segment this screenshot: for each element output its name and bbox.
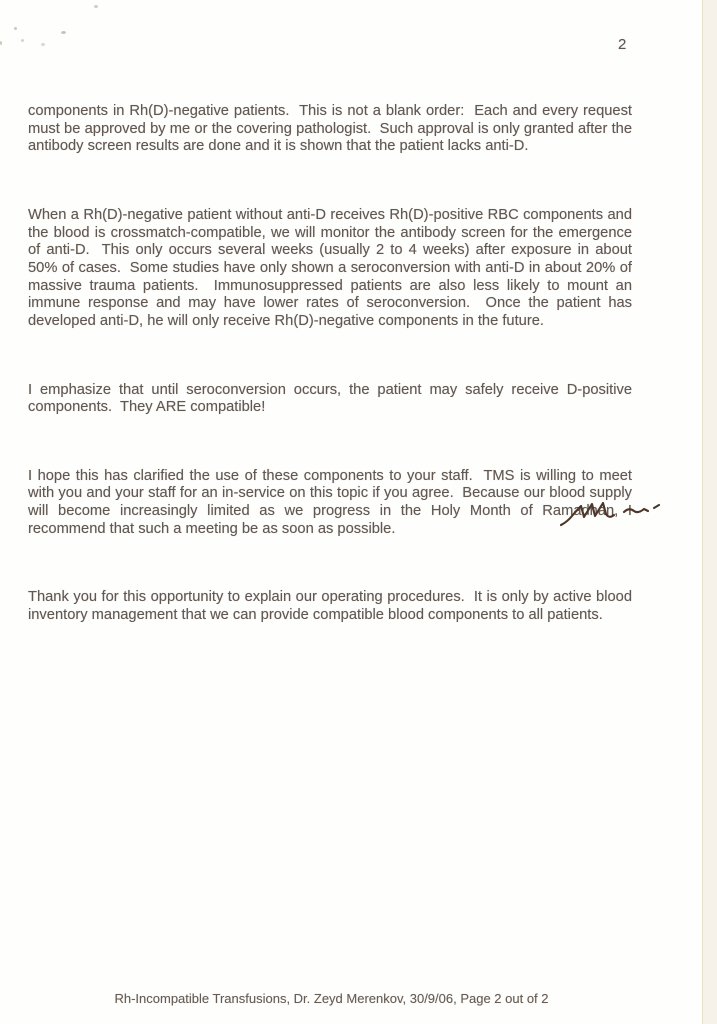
paragraph-compatibility-emphasis: I emphasize that until seroconversion occurs, the patient may safely receive D-positive components. They ARE compatible!	[28, 381, 637, 416]
scan-speck	[94, 5, 98, 8]
letter-body	[28, 68, 637, 676]
paragraph-seroconversion-monitoring: When a Rh(D)-negative patient without anti-D receives Rh(D)-positive RBC components and the blood is crossmatch-compatible, we will monitor the antibody screen for the emergence of anti-D. This only occurs several weeks (usually 2 to 4 weeks) after exposure in about 50% of cases. Some studies have only shown a seroconversion with anti-D in about 20% of massive trauma patients. Immunosuppressed patients are also less likely to mount an immune response and may have lower rates of seroconversion. Once the patient has developed anti-D, he will only receive Rh(D)-negative components in the future.	[28, 207, 637, 329]
scan-speck	[0, 41, 2, 45]
page-number: 2	[618, 36, 627, 53]
paragraph-inservice-offer: I hope this has clarified the use of these components to your staff. TMS is willing to meet with you and your staff for an in-service on this topic if you agree. Because our blood supply will become increasingly limited as we progress in the Holy Month of Ramadhan, I recommend that such a meeting be as soon as possible.	[28, 467, 637, 537]
paragraph-approval-policy: components in Rh(D)-negative patients. This is not a blank order: Each and every request must be approved by me or the covering pathologist. Such approval is only granted after the antibody screen results are done and it is shown that the patient lacks anti-D.	[28, 103, 637, 155]
scan-right-edge-line	[702, 0, 703, 1024]
scan-right-edge-strip	[703, 0, 717, 1024]
footer-citation: Rh-Incompatible Transfusions, Dr. Zeyd Merenkov, 30/9/06, Page 2 out of 2	[114, 991, 549, 1006]
scan-speck	[14, 27, 17, 30]
scan-speck	[61, 31, 66, 34]
scan-speck	[41, 43, 45, 46]
handwritten-signature	[558, 499, 664, 529]
scan-speck	[21, 39, 24, 42]
paragraph-closing-thanks: Thank you for this opportunity to explain our operating procedures. It is only by active blood inventory management that we can provide compatible blood components to all patients.	[28, 589, 637, 624]
